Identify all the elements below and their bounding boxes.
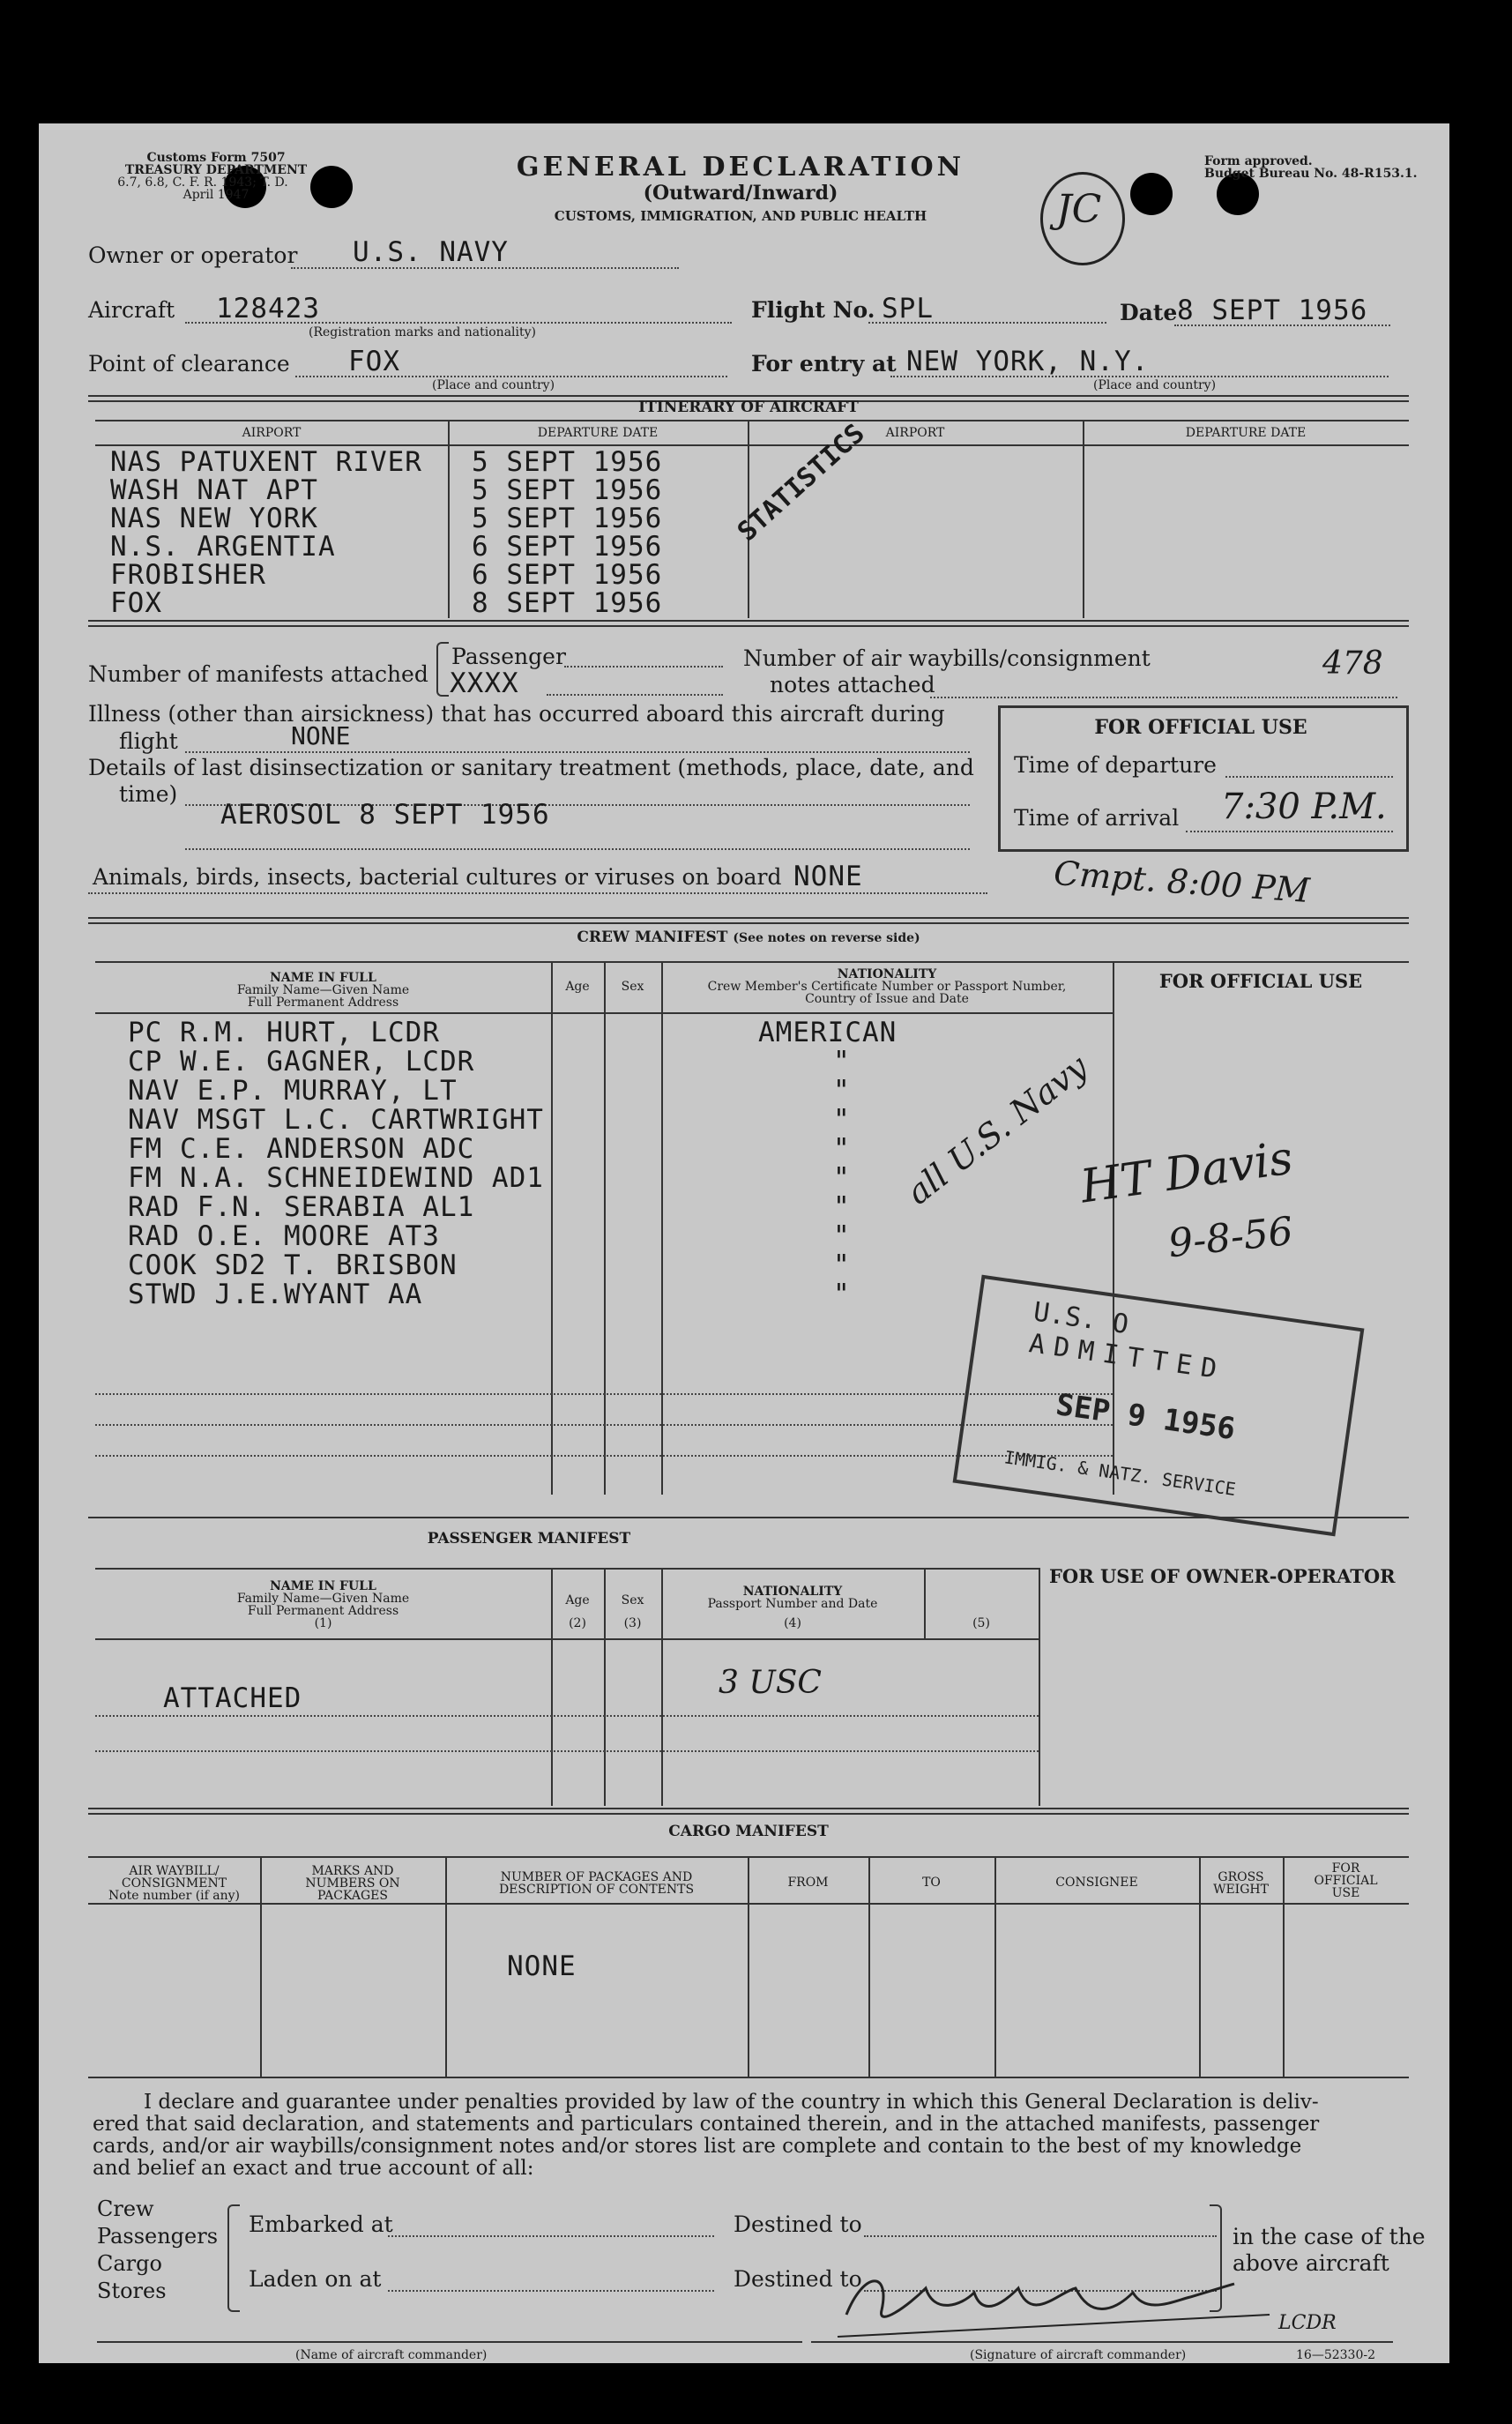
- crew-col-nationality: NATIONALITY: [837, 967, 937, 981]
- itinerary-date-1: 5 SEPT 1956: [472, 446, 663, 478]
- form-number: Customs Form 7507: [146, 151, 286, 165]
- cargo-col-marks-3: PACKAGES: [317, 1889, 388, 1903]
- crew-member-8: RAD O.E. MOORE AT3: [128, 1220, 440, 1252]
- itinerary-airports: [110, 448, 422, 617]
- clearance-note: (Place and country): [432, 378, 555, 392]
- passenger-value: XXXX: [450, 668, 519, 699]
- itinerary-airport-3: NAS NEW YORK: [110, 503, 318, 534]
- itinerary-airport-2: WASH NAT APT: [110, 474, 318, 506]
- cargo-col-for-3: USE: [1331, 1886, 1360, 1900]
- stamp-service: IMMIG. & NATZ. SERVICE: [1002, 1446, 1238, 1500]
- owner-value: U.S. NAVY: [353, 236, 509, 268]
- illness-value: NONE: [291, 721, 351, 750]
- cargo-col-number-2: DESCRIPTION OF CONTENTS: [498, 1883, 695, 1897]
- declaration-line-3: cards, and/or air waybills/consignment notes and/or stores list are complete and contain to the best of my knowledge: [93, 2135, 1302, 2158]
- stamp-date: SEP 9 1956: [1054, 1387, 1238, 1448]
- waybills-label: Number of air waybills/consignment: [743, 645, 1151, 671]
- departure-time-label: Time of departure: [1014, 752, 1217, 778]
- aircraft-label: Aircraft: [88, 297, 175, 323]
- passenger-col-name-3: Full Permanent Address: [247, 1604, 399, 1618]
- disinsect-value: AEROSOL 8 SEPT 1956: [220, 799, 550, 831]
- cargo-col-waybill: AIR WAYBILL/: [129, 1864, 220, 1878]
- crew-nationality-5: ": [833, 1133, 851, 1165]
- completed-note: Cmpt. 8:00 PM: [1052, 853, 1311, 911]
- crew-col-nationality-3: Country of Issue and Date: [805, 992, 969, 1006]
- cargo-col-gross: GROSS: [1218, 1870, 1264, 1884]
- crew-member-10: STWD J.E.WYANT AA: [128, 1279, 423, 1310]
- category-stores: Stores: [97, 2279, 167, 2303]
- waybills-label-2: notes attached: [770, 672, 935, 697]
- itinerary-airport-5: FROBISHER: [110, 559, 266, 591]
- crew-nationality-1: AMERICAN: [758, 1017, 898, 1048]
- owner-label: Owner or operator: [88, 242, 298, 268]
- declaration-line-1: I declare and guarantee under penalties provided by law of the country in which this General Declaration is deliv-: [144, 2091, 1319, 2114]
- cargo-col-gross-2: WEIGHT: [1213, 1883, 1269, 1897]
- manifests-bracket: [436, 642, 449, 697]
- crew-names: [128, 1018, 544, 1309]
- entry-note: (Place and country): [1093, 378, 1217, 392]
- initials: JC: [1056, 187, 1102, 232]
- flight-label: Flight No.: [751, 297, 875, 323]
- crew-col-nationality-2: Crew Member's Certificate Number or Passport Number,: [707, 980, 1067, 994]
- crew-col-official: FOR OFFICIAL USE: [1158, 970, 1363, 992]
- embarked-label: Embarked at: [249, 2211, 393, 2237]
- itinerary-title: ITINERARY OF AIRCRAFT: [638, 399, 859, 416]
- itinerary-dates: [472, 448, 662, 617]
- crew-col-name: NAME IN FULL: [270, 971, 376, 985]
- department: TREASURY DEPARTMENT: [124, 163, 308, 177]
- clearance-label: Point of clearance: [88, 351, 290, 377]
- animals-value: NONE: [793, 861, 863, 892]
- crew-col-name-2: Family Name—Given Name: [236, 983, 410, 997]
- laden-label: Laden on at: [249, 2266, 382, 2292]
- categories-bracket: [227, 2204, 240, 2312]
- passenger-col-name-2: Family Name—Given Name: [236, 1592, 410, 1606]
- passenger-col-sex: Sex: [621, 1593, 644, 1607]
- arrival-time-label: Time of arrival: [1014, 805, 1180, 831]
- crew-col-age: Age: [565, 980, 590, 994]
- declaration-text: [93, 2092, 1319, 2180]
- date-value: 8 SEPT 1956: [1177, 295, 1368, 326]
- officer-signature: HT Davis: [1077, 1131, 1296, 1214]
- itinerary-airport-6: FOX: [110, 587, 162, 619]
- itinerary-airport-1: NAS PATUXENT RIVER: [110, 446, 422, 478]
- cargo-title: CARGO MANIFEST: [668, 1823, 829, 1840]
- cargo-col-for-2: OFFICIAL: [1314, 1874, 1378, 1888]
- form-date: April 1947: [182, 188, 250, 202]
- crew-nationalities: [758, 1018, 897, 1309]
- crew-nationality-3: ": [833, 1075, 851, 1107]
- passenger-note: 3 USC: [719, 1665, 822, 1701]
- cargo-col-number: NUMBER OF PACKAGES AND: [500, 1870, 693, 1884]
- declaration-categories: [97, 2196, 218, 2305]
- crew-nationality-9: ": [833, 1249, 851, 1281]
- waybills-value: 478: [1322, 645, 1383, 682]
- crew-nationality-6: ": [833, 1162, 851, 1194]
- itinerary-date-2: 5 SEPT 1956: [472, 474, 663, 506]
- passenger-col-3: (3): [623, 1616, 642, 1630]
- itinerary-airport-4: N.S. ARGENTIA: [110, 531, 336, 563]
- manifests-label: Number of manifests attached: [88, 661, 428, 687]
- form-print-code: 16—52330-2: [1296, 2348, 1375, 2362]
- owner-operator-use: FOR USE OF OWNER-OPERATOR: [1049, 1565, 1396, 1587]
- crew-nationality-10: ": [833, 1279, 851, 1310]
- destined-label-1: Destined to: [734, 2211, 862, 2237]
- official-use-title: FOR OFFICIAL USE: [1094, 716, 1307, 739]
- passenger-value: ATTACHED: [163, 1682, 302, 1714]
- arrival-time-value: 7:30 P.M.: [1221, 787, 1387, 827]
- crew-member-3: NAV E.P. MURRAY, LT: [128, 1075, 458, 1107]
- crew-nationality-7: ": [833, 1191, 851, 1223]
- date-label: Date: [1120, 300, 1178, 325]
- passenger-col-name: NAME IN FULL: [270, 1579, 376, 1593]
- disinsect-label-2: time): [119, 781, 178, 807]
- crew-title-text: CREW MANIFEST: [577, 929, 728, 946]
- itinerary-date-3: 5 SEPT 1956: [472, 503, 663, 534]
- crew-member-7: RAD F.N. SERABIA AL1: [128, 1191, 475, 1223]
- passenger-col-4: (4): [784, 1616, 801, 1630]
- case-label-2: above aircraft: [1233, 2250, 1389, 2276]
- passenger-col-nationality-2: Passport Number and Date: [707, 1597, 878, 1611]
- cargo-col-to: TO: [922, 1876, 941, 1890]
- animals-label: Animals, birds, insects, bacterial cultures or viruses on board: [93, 864, 782, 890]
- disinsect-label: Details of last disinsectization or sanitary treatment (methods, place, date, and: [88, 755, 974, 780]
- form-title: GENERAL DECLARATION: [516, 152, 965, 183]
- statistics-stamp: STATISTICS: [732, 418, 871, 548]
- crew-title-note: (See notes on reverse side): [733, 931, 920, 945]
- cargo-col-marks-2: NUMBERS ON: [305, 1876, 400, 1891]
- illness-label-2: flight: [119, 728, 178, 754]
- cargo-col-waybill-2: CONSIGNMENT: [121, 1876, 227, 1891]
- form-subtitle: (Outward/Inward): [643, 182, 838, 205]
- budget-number: Budget Bureau No. 48-R153.1.: [1204, 167, 1418, 181]
- passenger-col-1: (1): [314, 1616, 332, 1630]
- passenger-col-nationality: NATIONALITY: [742, 1585, 843, 1599]
- crew-member-1: PC R.M. HURT, LCDR: [128, 1017, 440, 1048]
- stamp-line-2: ADMITTED: [1026, 1328, 1228, 1386]
- crew-col-name-3: Full Permanent Address: [247, 996, 399, 1010]
- aircraft-note: (Registration marks and nationality): [309, 325, 536, 339]
- entry-label: For entry at: [751, 351, 897, 377]
- passenger-title: PASSENGER MANIFEST: [427, 1530, 631, 1548]
- entry-value: NEW YORK, N.Y.: [906, 346, 1150, 377]
- cargo-col-from: FROM: [787, 1876, 829, 1890]
- passenger-col-2: (2): [569, 1616, 586, 1630]
- itinerary-col-airport-2: AIRPORT: [885, 426, 945, 440]
- cargo-col-consignee: CONSIGNEE: [1055, 1876, 1138, 1890]
- crew-nationality-2: ": [833, 1046, 851, 1078]
- form-subtitle-2: CUSTOMS, IMMIGRATION, AND PUBLIC HEALTH: [554, 208, 927, 224]
- cargo-col-marks: MARKS AND: [311, 1864, 394, 1878]
- crew-nationality-4: ": [833, 1104, 851, 1136]
- destined-label-2: Destined to: [734, 2266, 862, 2292]
- commander-signature: [829, 2253, 1287, 2341]
- itinerary-col-departure: DEPARTURE DATE: [537, 426, 659, 440]
- declaration-line-4: and belief an exact and true account of all:: [93, 2157, 534, 2180]
- crew-col-sex: Sex: [621, 980, 644, 994]
- case-label: in the case of the: [1233, 2224, 1426, 2249]
- declaration-line-2: ered that said declaration, and statements and particulars contained therein, and in the attached manifests, passenger: [93, 2113, 1320, 2136]
- officer-date: 9-8-56: [1166, 1208, 1295, 1267]
- form-approval: Form approved.: [1204, 154, 1313, 168]
- crew-member-5: FM C.E. ANDERSON ADC: [128, 1133, 475, 1165]
- commander-name-note: (Name of aircraft commander): [295, 2348, 488, 2362]
- crew-member-4: NAV MSGT L.C. CARTWRIGHT: [128, 1104, 544, 1136]
- illness-label: Illness (other than airsickness) that has occurred aboard this aircraft during: [88, 701, 945, 727]
- crew-nationality-8: ": [833, 1220, 851, 1252]
- cargo-col-for: FOR: [1331, 1861, 1360, 1876]
- passenger-label: Passenger: [451, 644, 566, 669]
- crew-member-6: FM N.A. SCHNEIDEWIND AD1: [128, 1162, 544, 1194]
- crew-member-9: COOK SD2 T. BRISBON: [128, 1249, 458, 1281]
- itinerary-date-5: 6 SEPT 1956: [472, 559, 663, 591]
- itinerary-date-4: 6 SEPT 1956: [472, 531, 663, 563]
- category-cargo: Cargo: [97, 2251, 162, 2276]
- itinerary-col-airport: AIRPORT: [242, 426, 302, 440]
- regulations: 6.7, 6.8, C. F. R. 1943; T. D.: [117, 175, 288, 190]
- commander-signature-note: (Signature of aircraft commander): [970, 2348, 1187, 2362]
- passenger-col-5: (5): [972, 1616, 990, 1630]
- crew-navy-note: all U.S. Navy: [899, 1047, 1095, 1212]
- passenger-col-age: Age: [565, 1593, 590, 1607]
- flight-value: SPL: [882, 293, 934, 324]
- stamp-line-1: U.S. O: [1031, 1296, 1131, 1341]
- punch-hole-3: [1130, 173, 1173, 215]
- cargo-value: NONE: [507, 1950, 577, 1982]
- commander-rank: LCDR: [1278, 2312, 1337, 2334]
- category-crew: Crew: [97, 2197, 154, 2221]
- itinerary-date-6: 8 SEPT 1956: [472, 587, 663, 619]
- crew-member-2: CP W.E. GAGNER, LCDR: [128, 1046, 475, 1078]
- category-passengers: Passengers: [97, 2224, 219, 2249]
- aircraft-value: 128423: [216, 293, 320, 324]
- clearance-value: FOX: [348, 346, 400, 377]
- itinerary-col-departure-2: DEPARTURE DATE: [1185, 426, 1307, 440]
- crew-title: [88, 929, 1409, 946]
- cargo-col-waybill-3: Note number (if any): [108, 1889, 241, 1903]
